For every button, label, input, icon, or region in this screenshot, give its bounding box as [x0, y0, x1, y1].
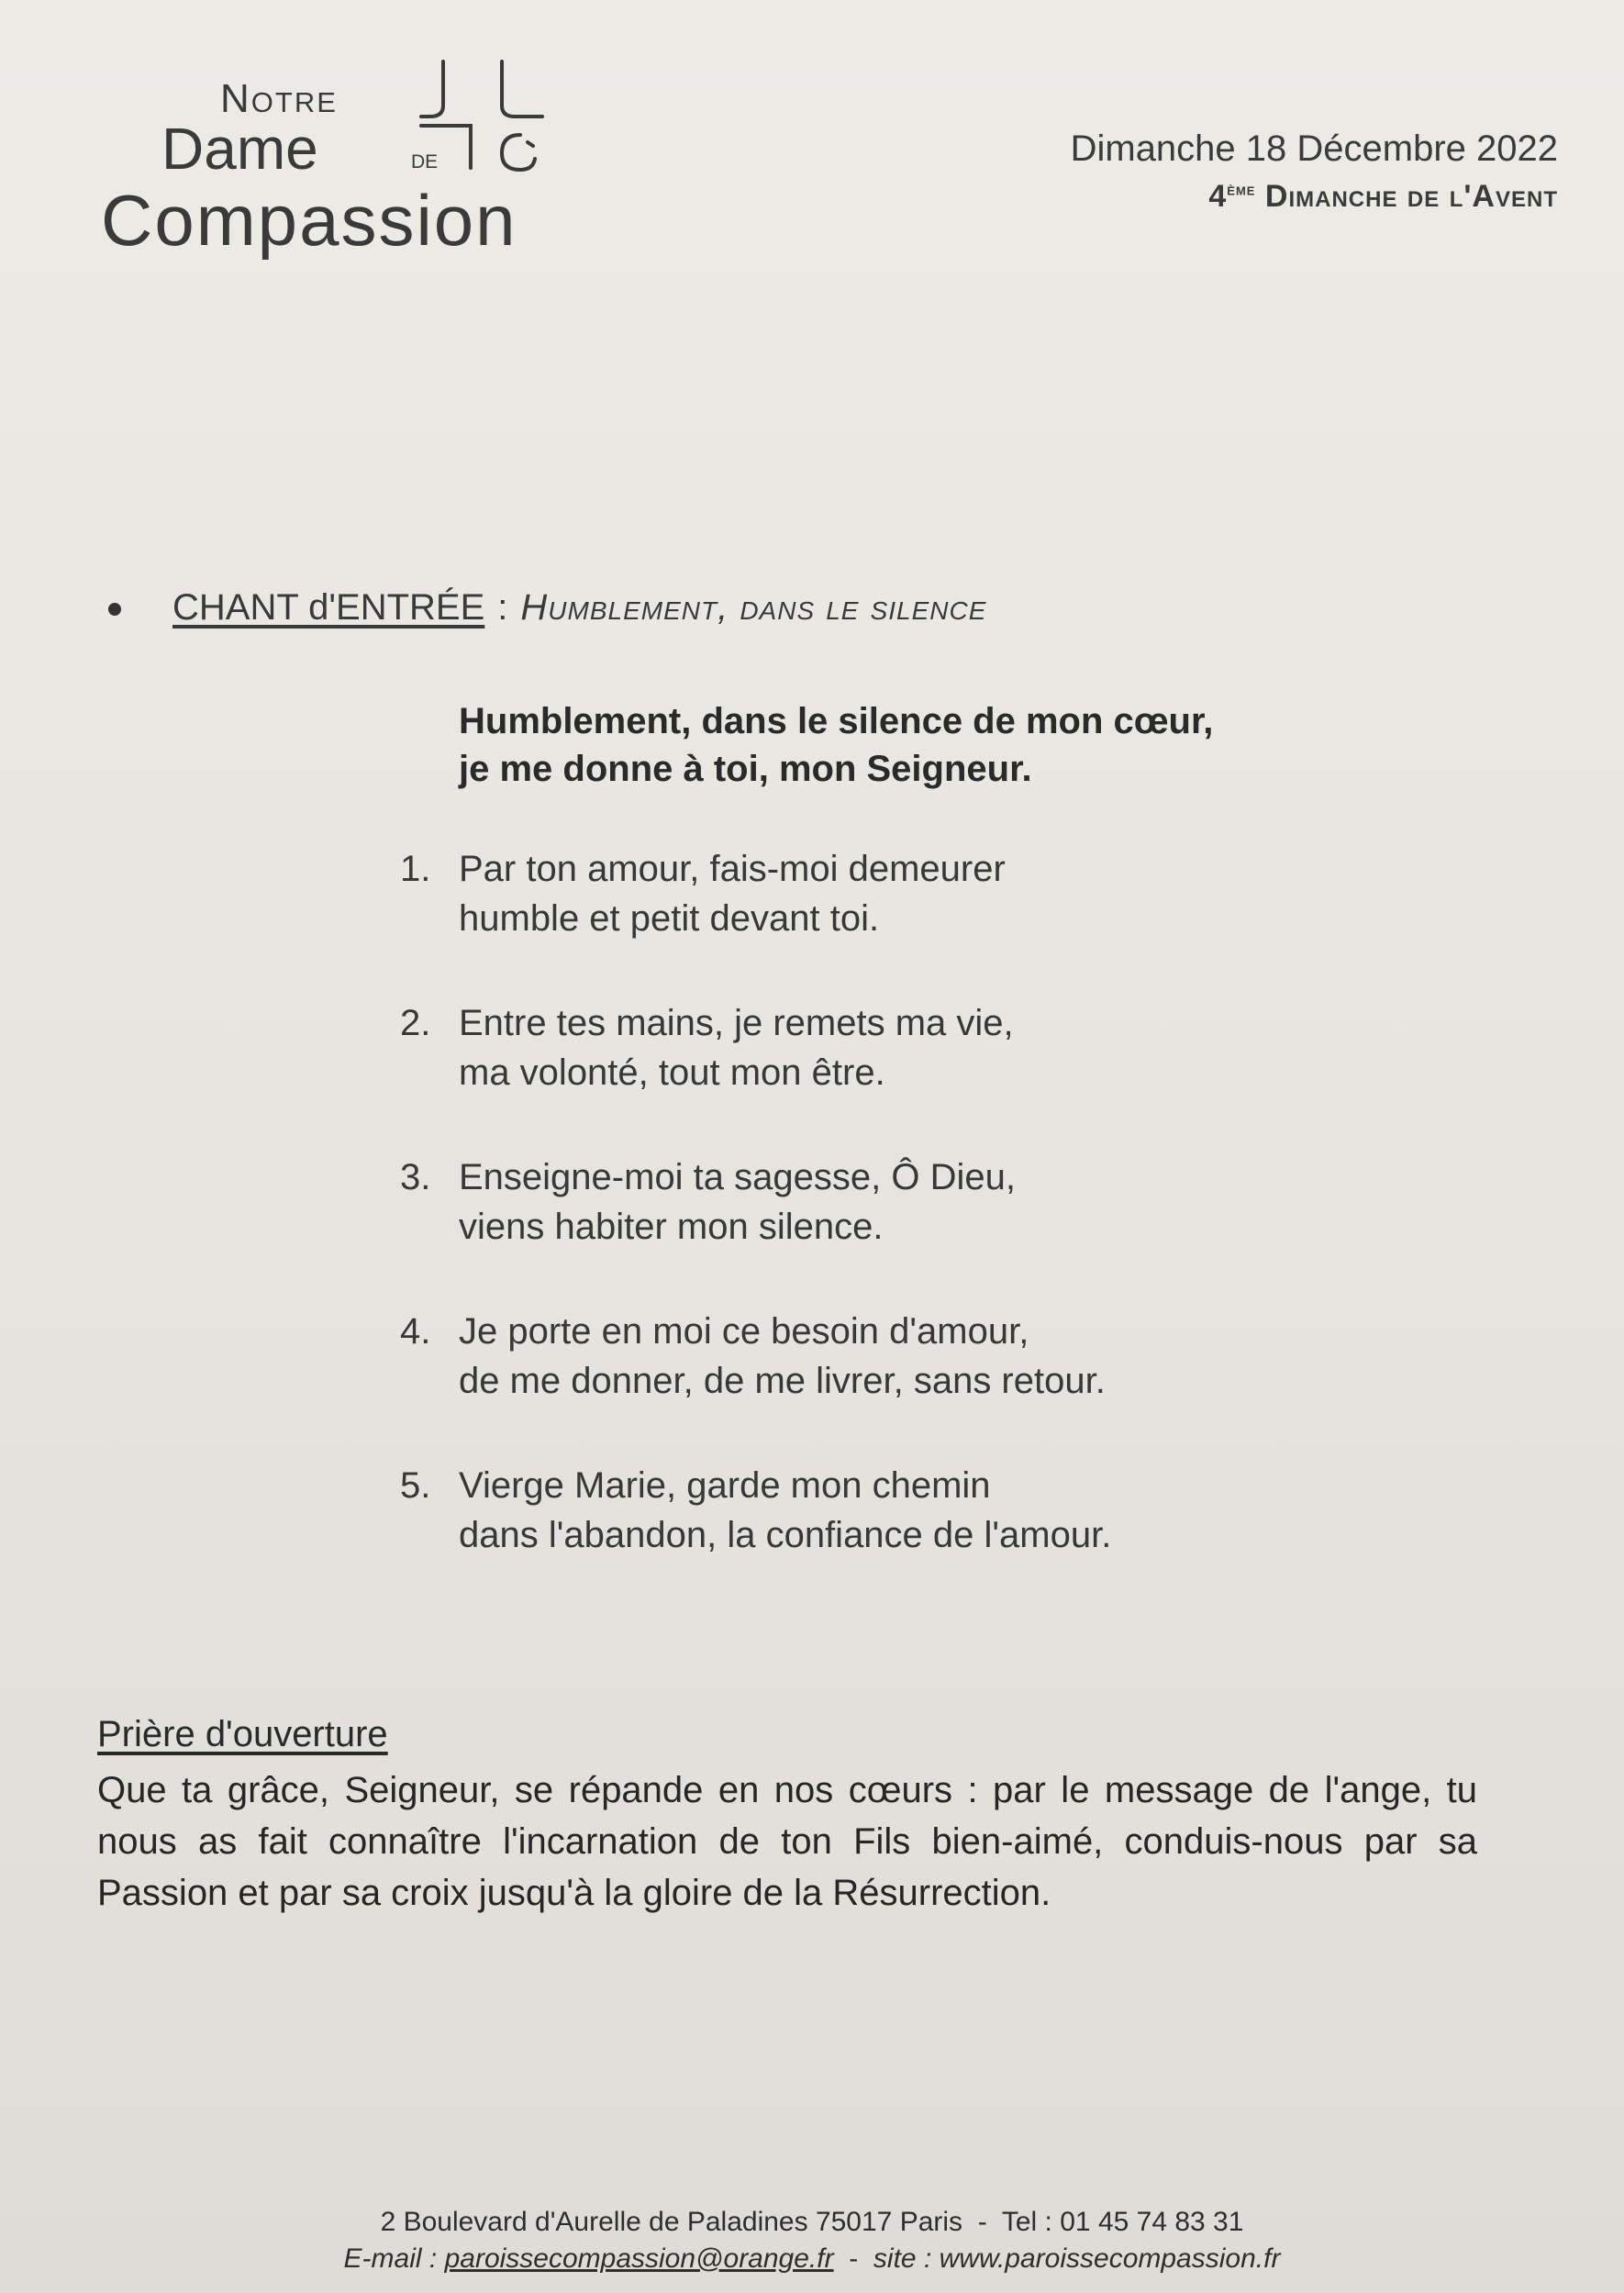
chant-title: Humblement, dans le silence — [520, 587, 987, 628]
sunday-name: Dimanche de l'Avent — [1264, 179, 1558, 214]
verse-4 — [400, 1307, 1111, 1406]
logo-de: de — [411, 144, 439, 174]
verse-number: 1. — [400, 849, 431, 889]
verse-2 — [400, 998, 1111, 1097]
verse-line: ma volonté, tout mon être. — [459, 1052, 885, 1093]
tel-label: Tel : — [1001, 2207, 1052, 2237]
parish-email-link[interactable]: paroissecompassion@orange.fr — [444, 2243, 834, 2274]
logo-dame: Dame — [161, 116, 318, 182]
verse-number: 4. — [400, 1311, 431, 1352]
parish-logo — [101, 50, 633, 262]
entrance-chant-heading — [108, 587, 986, 629]
verse-number: 3. — [400, 1157, 431, 1197]
prayer-text: Que ta grâce, Seigneur, se répande en nos cœurs : par le message de l'ange, tu nous as fait connaître l'incarnation de ton Fils bien-aimé, conduis-nous par sa Passion et par sa croix jusqu'à la gloire de la Résurrection. — [97, 1770, 1477, 1913]
parish-contact-footer — [0, 2204, 1624, 2277]
footer-separator: - — [977, 2207, 987, 2237]
parish-address: 2 Boulevard d'Aurelle de Paladines 75017 Paris — [380, 2207, 963, 2237]
chant-verses — [400, 844, 1111, 1615]
verse-number: 5. — [400, 1465, 431, 1506]
footer-line-2 — [0, 2241, 1624, 2277]
logo-cross-mark-icon — [417, 50, 573, 179]
verse-line: de me donner, de me livrer, sans retour. — [459, 1361, 1106, 1401]
sunday-ordinal-suffix: ème — [1227, 180, 1256, 199]
verse-line: Vierge Marie, garde mon chemin — [459, 1465, 991, 1506]
verse-line: Je porte en moi ce besoin d'amour, — [459, 1311, 1029, 1352]
verse-5 — [400, 1461, 1111, 1560]
parish-website-link[interactable]: www.paroissecompassion.fr — [939, 2243, 1281, 2274]
footer-line-1 — [0, 2204, 1624, 2241]
liturgical-sunday — [1071, 179, 1558, 215]
chant-separator: : — [497, 587, 508, 628]
verse-line: humble et petit devant toi. — [459, 898, 880, 939]
parish-phone: 01 45 74 83 31 — [1060, 2207, 1244, 2237]
sunday-ordinal: 4 — [1208, 179, 1228, 214]
refrain-line: Humblement, dans le silence de mon cœur, — [459, 701, 1214, 741]
service-date: Dimanche 18 Décembre 2022 — [1070, 128, 1558, 169]
verse-line: viens habiter mon silence. — [459, 1207, 884, 1247]
service-date-block — [1071, 128, 1558, 215]
chant-label: CHANT d'ENTRÉE — [172, 587, 485, 628]
verse-line: Entre tes mains, je remets ma vie, — [459, 1003, 1014, 1043]
verse-line: dans l'abandon, la confiance de l'amour. — [459, 1515, 1112, 1555]
prayer-title: Prière d'ouverture — [97, 1714, 388, 1754]
footer-separator: - — [849, 2243, 859, 2274]
bullet-icon — [108, 603, 121, 616]
refrain-line: je me donne à toi, mon Seigneur. — [459, 749, 1032, 789]
verse-line: Enseigne-moi ta sagesse, Ô Dieu, — [459, 1157, 1016, 1197]
opening-prayer — [97, 1714, 1477, 1919]
logo-compassion: Compassion — [101, 180, 517, 261]
verse-3 — [400, 1152, 1111, 1252]
logo-notre: Notre — [220, 76, 338, 121]
site-label: site : — [873, 2243, 932, 2274]
chant-refrain — [459, 697, 1213, 793]
verse-1 — [400, 844, 1111, 943]
email-label: E-mail : — [343, 2243, 438, 2274]
verse-number: 2. — [400, 1003, 431, 1043]
verse-line: Par ton amour, fais-moi demeurer — [459, 849, 1006, 889]
